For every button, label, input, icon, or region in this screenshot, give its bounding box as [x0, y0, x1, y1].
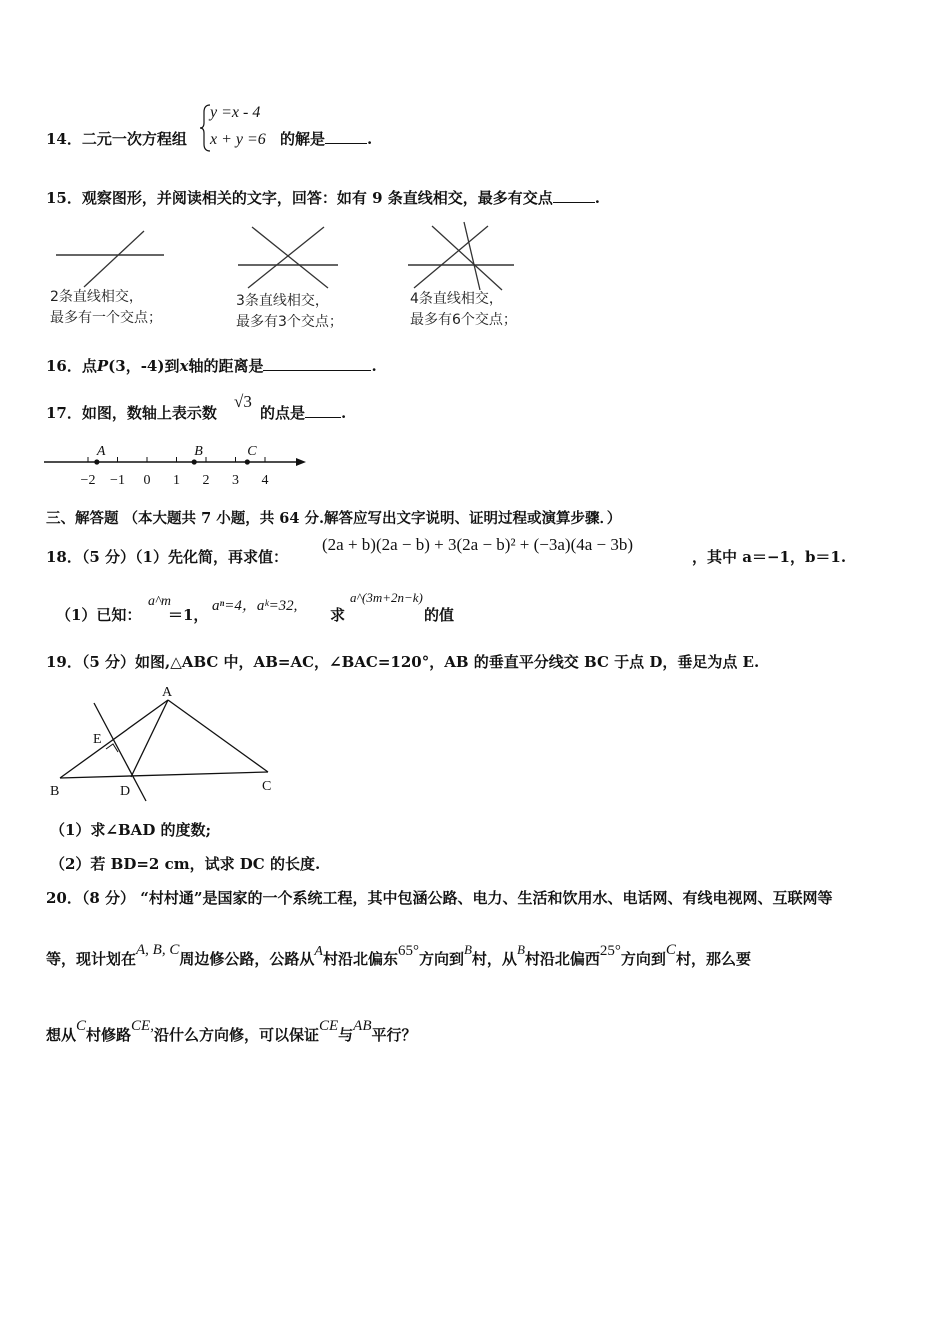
number-line-tick-label: 2 — [202, 473, 210, 488]
q15-end: . — [594, 189, 600, 207]
q17-line — [46, 402, 217, 423]
q15-figure-4-lines — [406, 220, 518, 292]
q17-number: 17． — [46, 404, 82, 422]
q14-tail-line — [280, 128, 372, 149]
q20-l2-g: 方向到 — [620, 950, 666, 968]
q14-answer-blank[interactable] — [325, 129, 367, 144]
number-line-arrow-icon — [296, 458, 306, 466]
q17-tail: 的点是 — [260, 404, 306, 422]
q18-given1-val: ＝1， — [168, 606, 209, 624]
q16-text-b: 到 — [164, 357, 180, 375]
q20-l2-abc: A, B, C — [136, 942, 180, 958]
number-line-tick-label: −1 — [110, 473, 125, 488]
number-line-point — [192, 459, 197, 464]
q20-l2-e: 村，从 — [471, 950, 517, 968]
q14-number: 14． — [46, 130, 82, 148]
q16-end: . — [371, 357, 377, 375]
q20-line2 — [46, 942, 751, 969]
q20-l2-B: B — [463, 942, 472, 957]
q20-l3-CE: CE, — [131, 1018, 154, 1034]
number-line-tick-label: −2 — [80, 473, 96, 488]
q20-score: （8 分） — [81, 889, 136, 907]
q18-score: （5 分） — [81, 548, 136, 566]
q20-l2-b: 周边修公路，公路从 — [179, 950, 315, 968]
q16-text-a: 点 — [81, 357, 97, 375]
q18-part1-label: （1）先化简，再求值： — [135, 548, 288, 566]
q18-given2: aⁿ=4，aᵏ=32, — [212, 598, 298, 614]
q19-text: 如图,△ABC 中，AB=AC，∠BAC=120°，AB 的垂直平分线交 BC 于点 D，垂足为点 E. — [135, 653, 760, 671]
q17-number-line — [44, 440, 314, 488]
q15-fig1-caption-line2: 最多有一个交点； — [50, 310, 162, 326]
q20-number: 20． — [46, 889, 82, 907]
q14-line — [46, 128, 187, 149]
q19-sub2: （2）若 BD=2 cm，试求 DC 的长度. — [50, 855, 321, 873]
segment-ab — [60, 700, 168, 778]
q14-eq1: y =x - 4 — [210, 104, 261, 121]
q18-given1: a^m — [148, 594, 172, 609]
q19-number: 19． — [46, 653, 82, 671]
q17-end: . — [341, 404, 347, 422]
label-A: A — [162, 685, 173, 700]
q17-text: 如图，数轴上表示数 — [81, 404, 217, 422]
number-line-point-label: B — [194, 444, 203, 459]
q16-point: P — [96, 357, 109, 375]
q20-l3-d: 与 — [338, 1026, 354, 1044]
q18-line1 — [46, 546, 288, 567]
q20-line1-text: “村村通”是国家的一个系统工程，其中包涵公路、电力、生活和饮用水、电话网、有线电视网、互联网等 — [140, 889, 833, 907]
q15-figure-2-caption — [50, 287, 162, 329]
number-line-tick-label: 1 — [173, 473, 180, 488]
number-line-point-label: A — [96, 444, 106, 459]
q18-number: 18． — [46, 548, 82, 566]
question-16 — [46, 355, 377, 376]
q19-line — [46, 651, 759, 672]
q17-tail-line — [260, 402, 346, 423]
q20-l3-a: 想从 — [46, 1026, 77, 1044]
q17-answer-blank[interactable] — [305, 403, 341, 418]
q20-l3-b: 村修路 — [86, 1026, 132, 1044]
q20-l2-C: C — [665, 942, 676, 958]
q20-l2-a: 等，现计划在 — [46, 950, 137, 968]
q20-l2-B2: B — [516, 942, 525, 957]
q20-line1 — [46, 887, 833, 908]
q17-radical: √3 — [234, 392, 252, 411]
segment-ac — [168, 700, 268, 772]
q16-axis: x — [179, 357, 189, 375]
q18-part2-label: （1）已知： — [56, 606, 142, 624]
q20-l2-angle1: 65° — [397, 943, 419, 959]
q16-number: 16． — [46, 357, 82, 375]
q15-answer-blank[interactable] — [553, 188, 595, 203]
q20-l2-f: 村沿北偏西 — [524, 950, 600, 968]
q15-figure-3-lines — [236, 222, 346, 292]
q15-fig1-caption-line1: 2条直线相交， — [50, 289, 143, 305]
q19-score: （5 分） — [81, 653, 136, 671]
number-line-point — [245, 459, 250, 464]
q15-figure-4-caption — [410, 289, 517, 331]
q14-tail: 的解是 — [280, 130, 326, 148]
number-line-tick-label: 3 — [232, 473, 239, 488]
q18-expression: (2a + b)(2a − b) + 3(2a − b)² + (−3a)(4a − 3b) — [322, 535, 634, 554]
q15-text: 观察图形，并阅读相关的文字，回答：如有 9 条直线相交，最多有交点 — [81, 189, 553, 207]
q15-fig3-caption-line2: 最多有6个交点； — [410, 312, 517, 328]
q19-triangle-figure — [44, 683, 284, 803]
q20-l3-C: C — [76, 1018, 87, 1034]
q14-text: 二元一次方程组 — [81, 130, 187, 148]
q18-condition: ，其中 a＝−1，b＝1. — [692, 548, 847, 566]
q20-line3 — [46, 1018, 417, 1045]
label-C: C — [262, 779, 272, 794]
number-line-tick-label: 0 — [143, 473, 151, 488]
q18-target: a^(3m+2n−k) — [350, 590, 423, 605]
q16-answer-blank[interactable] — [263, 356, 371, 371]
q14-end: . — [367, 130, 373, 148]
q15-fig2-caption-line2: 最多有3个交点； — [236, 314, 343, 330]
q15-number: 15． — [46, 189, 82, 207]
q20-l2-h: 村，那么要 — [675, 950, 751, 968]
label-E: E — [93, 732, 102, 747]
q15-fig3-caption-line1: 4条直线相交， — [410, 291, 503, 307]
q15-fig2-caption-line1: 3条直线相交， — [236, 293, 329, 309]
segment-bc — [60, 772, 268, 778]
q20-l3-AB: AB — [353, 1018, 372, 1034]
q20-l3-c: 沿什么方向修，可以保证 — [153, 1026, 319, 1044]
q20-l2-c: 村沿北偏东 — [322, 950, 398, 968]
q20-l2-angle2: 25° — [599, 943, 621, 959]
number-line-point-label: C — [247, 444, 257, 459]
q16-coords: (3，-4) — [108, 357, 165, 375]
q15-figure-2-lines — [52, 225, 172, 295]
q15-line — [46, 187, 600, 208]
q15-figure-3-caption — [236, 291, 343, 333]
section-3-heading: 三、解答题 （本大题共 7 小题，共 64 分.解答应写出文字说明、证明过程或演算步骤．） — [46, 510, 622, 527]
label-D: D — [120, 784, 131, 799]
number-line-point — [94, 459, 99, 464]
q20-l2-d: 方向到 — [418, 950, 464, 968]
q20-l2-A: A — [314, 944, 323, 959]
q19-sub1: （1）求∠BAD 的度数; — [50, 821, 212, 839]
q18-tail: 的值 — [424, 606, 455, 624]
q14-eq2: x + y =6 — [210, 131, 266, 148]
q20-l3-CE2: CE — [318, 1018, 339, 1034]
q18-ask: 求 — [330, 606, 346, 624]
label-B: B — [50, 784, 60, 799]
number-line-tick-label: 4 — [261, 473, 269, 488]
q16-text-c: 轴的距离是 — [188, 357, 264, 375]
segment-ad — [131, 700, 168, 777]
q20-l3-e: 平行？ — [371, 1026, 417, 1044]
